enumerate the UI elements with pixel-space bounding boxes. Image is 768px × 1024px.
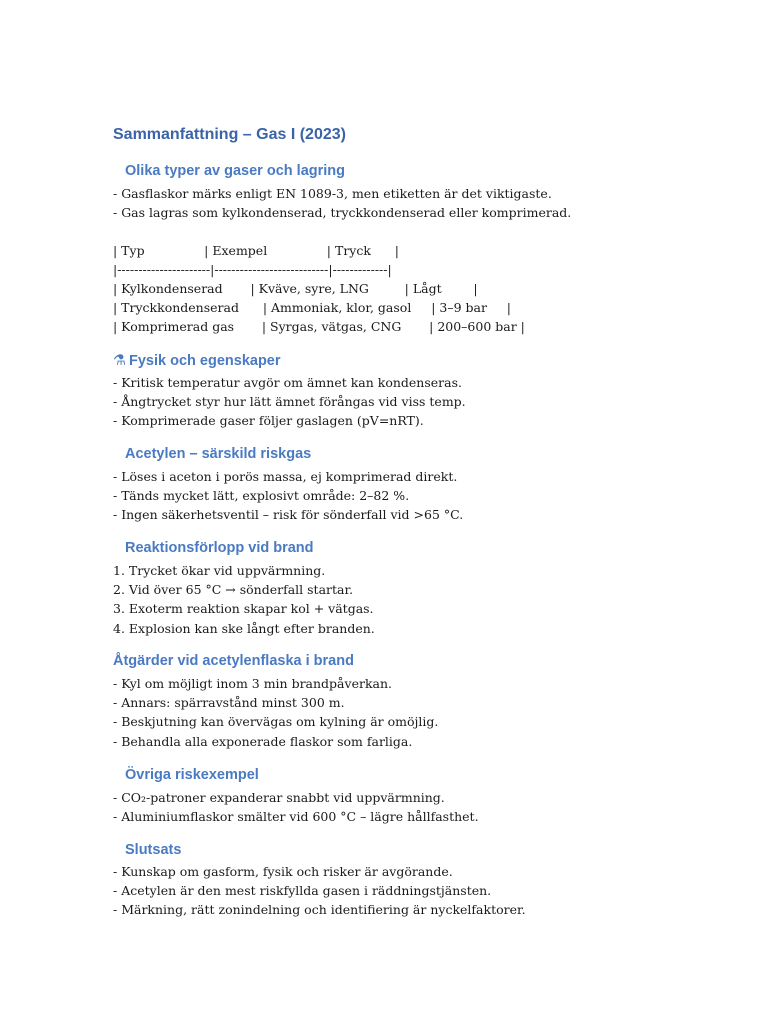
body-line: - Kunskap om gasform, fysik och risker är avgörande. — [113, 864, 453, 879]
table-line: |----------------------|---------------------------|-------------| — [113, 262, 392, 277]
section-heading — [113, 540, 314, 556]
page-title: Sammanfattning – Gas I (2023) — [113, 126, 346, 143]
section-heading-text: Slutsats — [125, 842, 182, 858]
body-line: - Beskjutning kan övervägas om kylning är omöjlig. — [113, 714, 439, 729]
section-heading — [113, 163, 345, 179]
body-line: - Aluminiumflaskor smälter vid 600 °C – lägre hållfasthet. — [113, 809, 479, 824]
body-line: - Märkning, rätt zonindelning och identifiering är nyckelfaktorer. — [113, 902, 526, 917]
table-line: | Kylkondenserad | Kväve, syre, LNG | Lågt | — [113, 281, 478, 296]
body-line: - Gasflaskor märks enligt EN 1089-3, men etiketten är det viktigaste. — [113, 186, 552, 201]
section-heading — [113, 353, 281, 369]
list-item: 2. Vid över 65 °C → sönderfall startar. — [113, 582, 354, 597]
body-line: - Tänds mycket lätt, explosivt område: 2–82 %. — [113, 488, 410, 503]
table-line: | Tryckkondenserad | Ammoniak, klor, gasol | 3–9 bar | — [113, 300, 512, 315]
body-line: - Löses i aceton i porös massa, ej komprimerad direkt. — [113, 469, 458, 484]
body-line: - Ångtrycket styr hur lätt ämnet förångas vid viss temp. — [113, 394, 466, 409]
section-heading-text: Åtgärder vid acetylenflaska i brand — [113, 653, 354, 669]
body-line: - Ingen säkerhetsventil – risk för sönderfall vid >65 °C. — [113, 507, 464, 522]
section-heading — [113, 767, 259, 783]
section-heading — [113, 446, 311, 462]
table-line: | Typ | Exempel | Tryck | — [113, 243, 399, 258]
body-line: - Annars: spärravstånd minst 300 m. — [113, 695, 345, 710]
list-item: 4. Explosion kan ske långt efter branden. — [113, 621, 375, 636]
section-heading-text: Fysik och egenskaper — [129, 353, 281, 369]
list-item: 3. Exoterm reaktion skapar kol + vätgas. — [113, 601, 374, 616]
section-heading — [113, 653, 354, 669]
body-line: - Komprimerade gaser följer gaslagen (pV=nRT). — [113, 413, 424, 428]
body-line: - Gas lagras som kylkondenserad, tryckkondenserad eller komprimerad. — [113, 205, 572, 220]
body-line: - Kyl om möjligt inom 3 min brandpåverkan. — [113, 676, 392, 691]
section-heading-text: Acetylen – särskild riskgas — [125, 446, 312, 462]
section-heading-text: Olika typer av gaser och lagring — [125, 163, 345, 179]
table-line: | Komprimerad gas | Syrgas, vätgas, CNG | 200–600 bar | — [113, 319, 525, 334]
body-line: - CO₂-patroner expanderar snabbt vid uppvärmning. — [113, 790, 445, 805]
section-heading — [113, 842, 181, 858]
body-line: - Acetylen är den mest riskfyllda gasen i räddningstjänsten. — [113, 883, 492, 898]
flask-icon: ⚗ — [113, 353, 126, 369]
body-line: - Behandla alla exponerade flaskor som farliga. — [113, 734, 413, 749]
section-heading-text: Reaktionsförlopp vid brand — [125, 540, 314, 556]
list-item: 1. Trycket ökar vid uppvärmning. — [113, 563, 326, 578]
body-line: - Kritisk temperatur avgör om ämnet kan kondenseras. — [113, 375, 462, 390]
section-heading-text: Övriga riskexempel — [125, 767, 259, 783]
